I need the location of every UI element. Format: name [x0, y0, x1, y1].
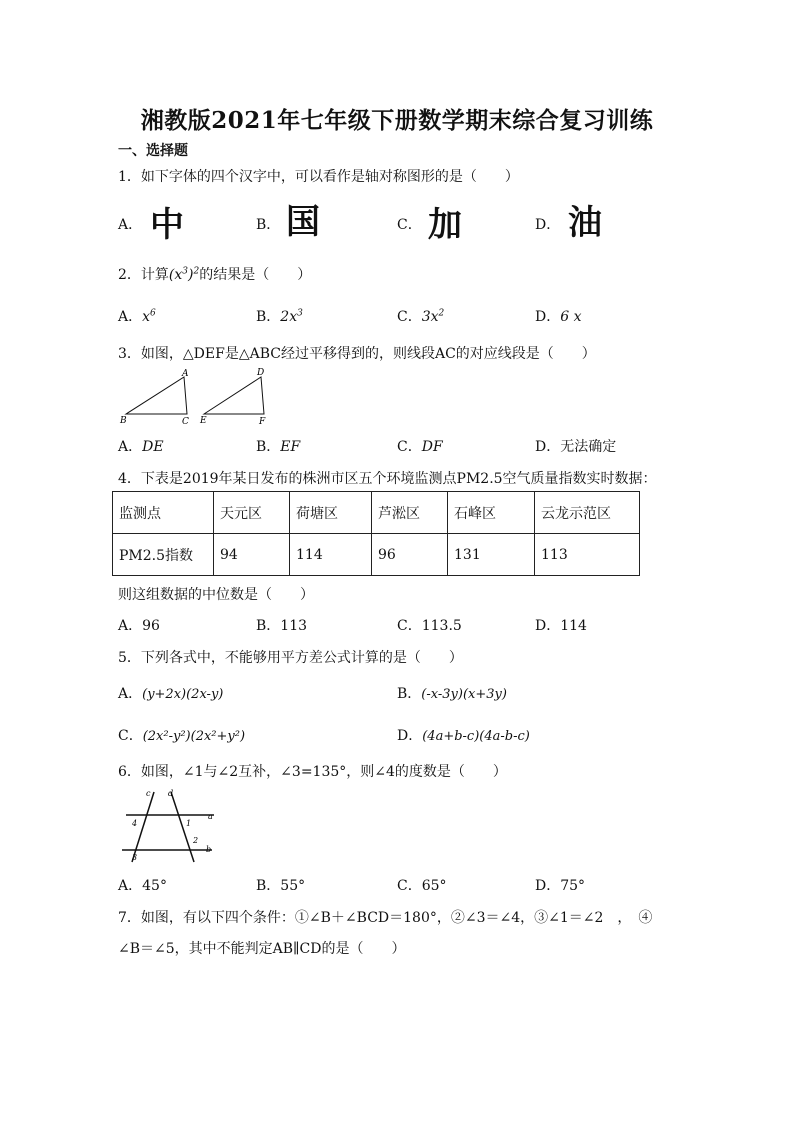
pm25-table [112, 491, 640, 576]
q3-triangle-figure [116, 364, 286, 428]
q1-option-b-label: B． [256, 217, 281, 233]
q5-option-b: B．(-x-3y)(x+3y) [397, 686, 507, 702]
q3-option-a: A．DE [118, 439, 164, 455]
q2-stem-prefix: 2．计算 [118, 267, 169, 283]
label-a: a [208, 812, 213, 821]
table-cell: 94 [214, 534, 290, 576]
q5-option-d: D．(4a+b-c)(4a-b-c) [397, 728, 530, 744]
table-cell: PM2.5指数 [113, 534, 214, 576]
q3-option-c: C．DF [397, 439, 443, 455]
q4-option-a: A．96 [118, 618, 160, 634]
label-angle-2: 2 [193, 836, 199, 845]
q2-stem-suffix: 的结果是（ ） [199, 267, 312, 283]
table-cell: 96 [372, 534, 448, 576]
q2-option-d: D．6 x [535, 309, 582, 325]
q3-option-b: B．EF [256, 439, 301, 455]
triangle-def [204, 377, 264, 414]
table-cell: 113 [535, 534, 640, 576]
label-b: b [206, 845, 212, 854]
table-cell: 114 [290, 534, 372, 576]
q1-option-c-label: C． [397, 217, 422, 233]
q2-option-c: C．$3x^2$ [397, 308, 445, 325]
q1-option-b-char: 国 [286, 202, 320, 242]
label-b: B [120, 416, 127, 426]
q4-option-d: D．114 [535, 618, 587, 634]
q2-option-a: A．$x^6$ [118, 308, 156, 325]
label-d: d [168, 789, 174, 798]
q6-stem: 6．如图，∠1与∠2互补，∠3=135°，则∠4的度数是（ ） [118, 764, 507, 780]
q6-option-b: B．55° [256, 878, 306, 894]
q4-question: 则这组数据的中位数是（ ） [118, 587, 314, 603]
q3-option-d: D．无法确定 [535, 439, 617, 455]
q2-stem-expression: $(x^3)^2$ [168, 266, 200, 283]
label-d: D [257, 368, 265, 378]
table-header-cell: 芦淞区 [372, 492, 448, 534]
q1-option-d-label: D． [535, 217, 561, 233]
q2-option-b: B．$2x^3$ [256, 308, 303, 325]
q1-stem: 1．如下字体的四个汉字中，可以看作是轴对称图形的是（ ） [118, 169, 519, 185]
q3-stem: 3．如图，△DEF是△ABC经过平移得到的，则线段AC的对应线段是（ ） [118, 346, 596, 362]
q6-parallel-lines-figure [116, 786, 226, 866]
q6-option-c: C．65° [397, 878, 447, 894]
table-header-cell: 石峰区 [448, 492, 535, 534]
q6-option-a: A．45° [118, 878, 167, 894]
table-header-cell: 天元区 [214, 492, 290, 534]
triangle-abc [126, 377, 187, 414]
label-angle-3: 3 [132, 853, 138, 862]
table-cell: 131 [448, 534, 535, 576]
label-c: C [182, 417, 189, 427]
label-angle-1: 1 [186, 819, 192, 828]
table-header-cell: 荷塘区 [290, 492, 372, 534]
q2-stem [118, 264, 311, 284]
label-a: A [182, 369, 189, 379]
q4-option-b: B．113 [256, 618, 308, 634]
label-c: c [146, 789, 151, 798]
table-header-row [113, 492, 640, 534]
q1-option-a-char: 中 [150, 205, 184, 245]
label-f: F [259, 417, 266, 427]
q4-stem: 4．下表是2019年某日发布的株洲市区五个环境监测点PM2.5空气质量指数实时数据： [118, 471, 657, 487]
q1-option-a-label: A． [118, 217, 143, 233]
q5-option-a: A．(y+2x)(2x-y) [118, 686, 224, 702]
label-angle-4: 4 [132, 819, 138, 828]
table-row [113, 534, 640, 576]
q4-option-c: C．113.5 [397, 618, 462, 634]
q5-option-c: C．(2x²-y²)(2x²+y²) [118, 728, 246, 744]
q5-stem: 5．下列各式中，不能够用平方差公式计算的是（ ） [118, 650, 463, 666]
q1-option-c-char: 加 [428, 205, 462, 245]
label-e: E [200, 416, 207, 426]
table-header-cell: 监测点 [113, 492, 214, 534]
section-heading: 一、选择题 [118, 143, 188, 159]
table-header-cell: 云龙示范区 [535, 492, 640, 534]
q7-stem-line2: ∠B＝∠5，其中不能判定AB∥CD的是（ ） [118, 941, 406, 957]
q7-stem-line1: 7．如图，有以下四个条件：①∠B＋∠BCD＝180°，②∠3＝∠4，③∠1＝∠2 ， ④ [118, 910, 653, 926]
q1-option-d-char: 油 [568, 203, 602, 243]
page-title: 湘教版2021年七年级下册数学期末综合复习训练 [140, 107, 654, 134]
q6-option-d: D．75° [535, 878, 586, 894]
